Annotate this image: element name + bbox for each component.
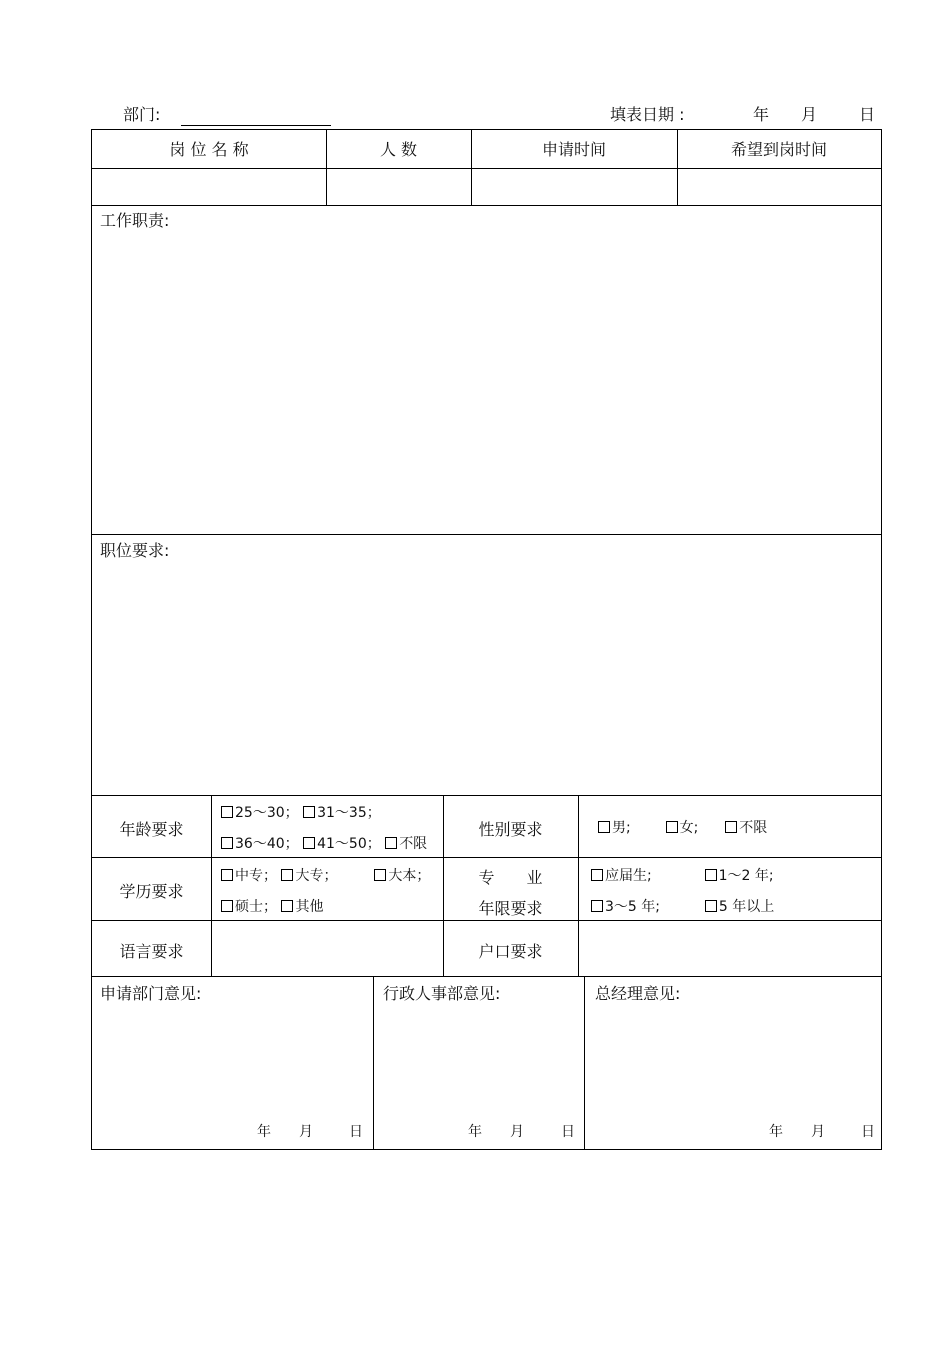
education-option-college[interactable]: 大专； (281, 868, 337, 884)
education-option-other[interactable]: 其他 (281, 899, 323, 915)
gm-opinion-month: 月 (811, 1124, 825, 1140)
date-day-label: 日 (859, 105, 876, 124)
checkbox-icon[interactable] (281, 869, 293, 881)
admin-hr-opinion-field[interactable] (374, 1005, 583, 1115)
age-option-36-40[interactable]: 36～40； (221, 836, 299, 852)
gm-opinion-label: 总经理意见: (595, 984, 681, 1003)
divider (92, 976, 881, 977)
checkbox-icon[interactable] (598, 821, 610, 833)
education-label: 学历要求 (119, 882, 184, 901)
hukou-label: 户口要求 (478, 942, 543, 961)
experience-label-line2: 年限要求 (478, 899, 543, 918)
education-options-line1 (221, 865, 430, 885)
col-header-apply-time: 申请时间 (541, 140, 606, 159)
admin-hr-opinion-year: 年 (468, 1124, 482, 1140)
checkbox-icon[interactable] (221, 806, 233, 818)
department-label: 部门: (123, 105, 161, 124)
education-option-master[interactable]: 硕士； (221, 899, 277, 915)
admin-hr-opinion-day: 日 (561, 1124, 575, 1140)
col-header-position-name: 岗 位 名 称 (169, 140, 249, 159)
checkbox-icon[interactable] (591, 869, 603, 881)
experience-option-5-plus[interactable]: 5 年以上 (705, 899, 774, 915)
headcount-field[interactable] (327, 169, 470, 204)
gm-opinion-field[interactable] (585, 1005, 880, 1115)
age-label: 年龄要求 (119, 820, 184, 839)
experience-label-line1: 专 业 (478, 868, 543, 887)
checkbox-icon[interactable] (281, 900, 293, 912)
experience-option-1-2[interactable]: 1～2 年; (705, 868, 774, 884)
education-option-secondary[interactable]: 中专； (221, 868, 277, 884)
checkbox-icon[interactable] (725, 821, 737, 833)
date-month-label: 月 (801, 105, 818, 124)
checkbox-icon[interactable] (221, 869, 233, 881)
age-options-line2 (221, 833, 427, 853)
requisition-form (91, 129, 882, 1150)
gender-options (598, 817, 767, 837)
checkbox-icon[interactable] (303, 806, 315, 818)
date-year-label: 年 (753, 105, 770, 124)
age-option-25-30[interactable]: 25～30； (221, 805, 299, 821)
dept-opinion-field[interactable] (93, 1005, 372, 1115)
checkbox-icon[interactable] (666, 821, 678, 833)
age-option-any[interactable]: 不限 (385, 836, 427, 852)
checkbox-icon[interactable] (374, 869, 386, 881)
divider (92, 205, 881, 206)
gender-label: 性别要求 (478, 820, 543, 839)
experience-option-3-5[interactable]: 3～5 年; (591, 899, 660, 915)
admin-hr-opinion-label: 行政人事部意见: (383, 984, 501, 1003)
fill-date-label: 填表日期 : (610, 105, 685, 124)
expected-onboard-field[interactable] (678, 169, 880, 204)
checkbox-icon[interactable] (221, 837, 233, 849)
divider (92, 534, 881, 535)
duties-field[interactable] (93, 230, 880, 530)
dept-opinion-day: 日 (349, 1124, 363, 1140)
dept-opinion-month: 月 (299, 1124, 313, 1140)
gender-option-any[interactable]: 不限 (725, 820, 767, 836)
col-header-headcount: 人 数 (379, 140, 418, 159)
checkbox-icon[interactable] (705, 900, 717, 912)
gm-opinion-year: 年 (769, 1124, 783, 1140)
education-option-bachelor[interactable]: 大本； (374, 868, 430, 884)
experience-options-line1 (591, 865, 774, 885)
duties-label: 工作职责: (100, 211, 170, 230)
education-options-line2 (221, 896, 323, 916)
department-field[interactable] (181, 125, 331, 126)
position-name-field[interactable] (93, 169, 325, 204)
experience-option-graduate[interactable]: 应届生; (591, 868, 652, 884)
apply-time-field[interactable] (472, 169, 676, 204)
age-options-line1 (221, 802, 381, 822)
language-field[interactable] (212, 921, 442, 975)
hukou-field[interactable] (579, 921, 880, 975)
dept-opinion-year: 年 (257, 1124, 271, 1140)
age-option-31-35[interactable]: 31～35； (303, 805, 381, 821)
dept-opinion-label: 申请部门意见: (100, 984, 202, 1003)
experience-options-line2 (591, 896, 774, 916)
col-header-expected-onboard: 希望到岗时间 (730, 140, 827, 159)
age-option-41-50[interactable]: 41～50； (303, 836, 381, 852)
checkbox-icon[interactable] (303, 837, 315, 849)
checkbox-icon[interactable] (385, 837, 397, 849)
gender-option-female[interactable]: 女; (666, 820, 699, 836)
checkbox-icon[interactable] (705, 869, 717, 881)
gender-option-male[interactable]: 男; (598, 820, 631, 836)
admin-hr-opinion-month: 月 (510, 1124, 524, 1140)
checkbox-icon[interactable] (221, 900, 233, 912)
checkbox-icon[interactable] (591, 900, 603, 912)
gm-opinion-day: 日 (861, 1124, 875, 1140)
language-label: 语言要求 (119, 942, 184, 961)
requirements-label: 职位要求: (100, 541, 170, 560)
requirements-field[interactable] (93, 560, 880, 792)
